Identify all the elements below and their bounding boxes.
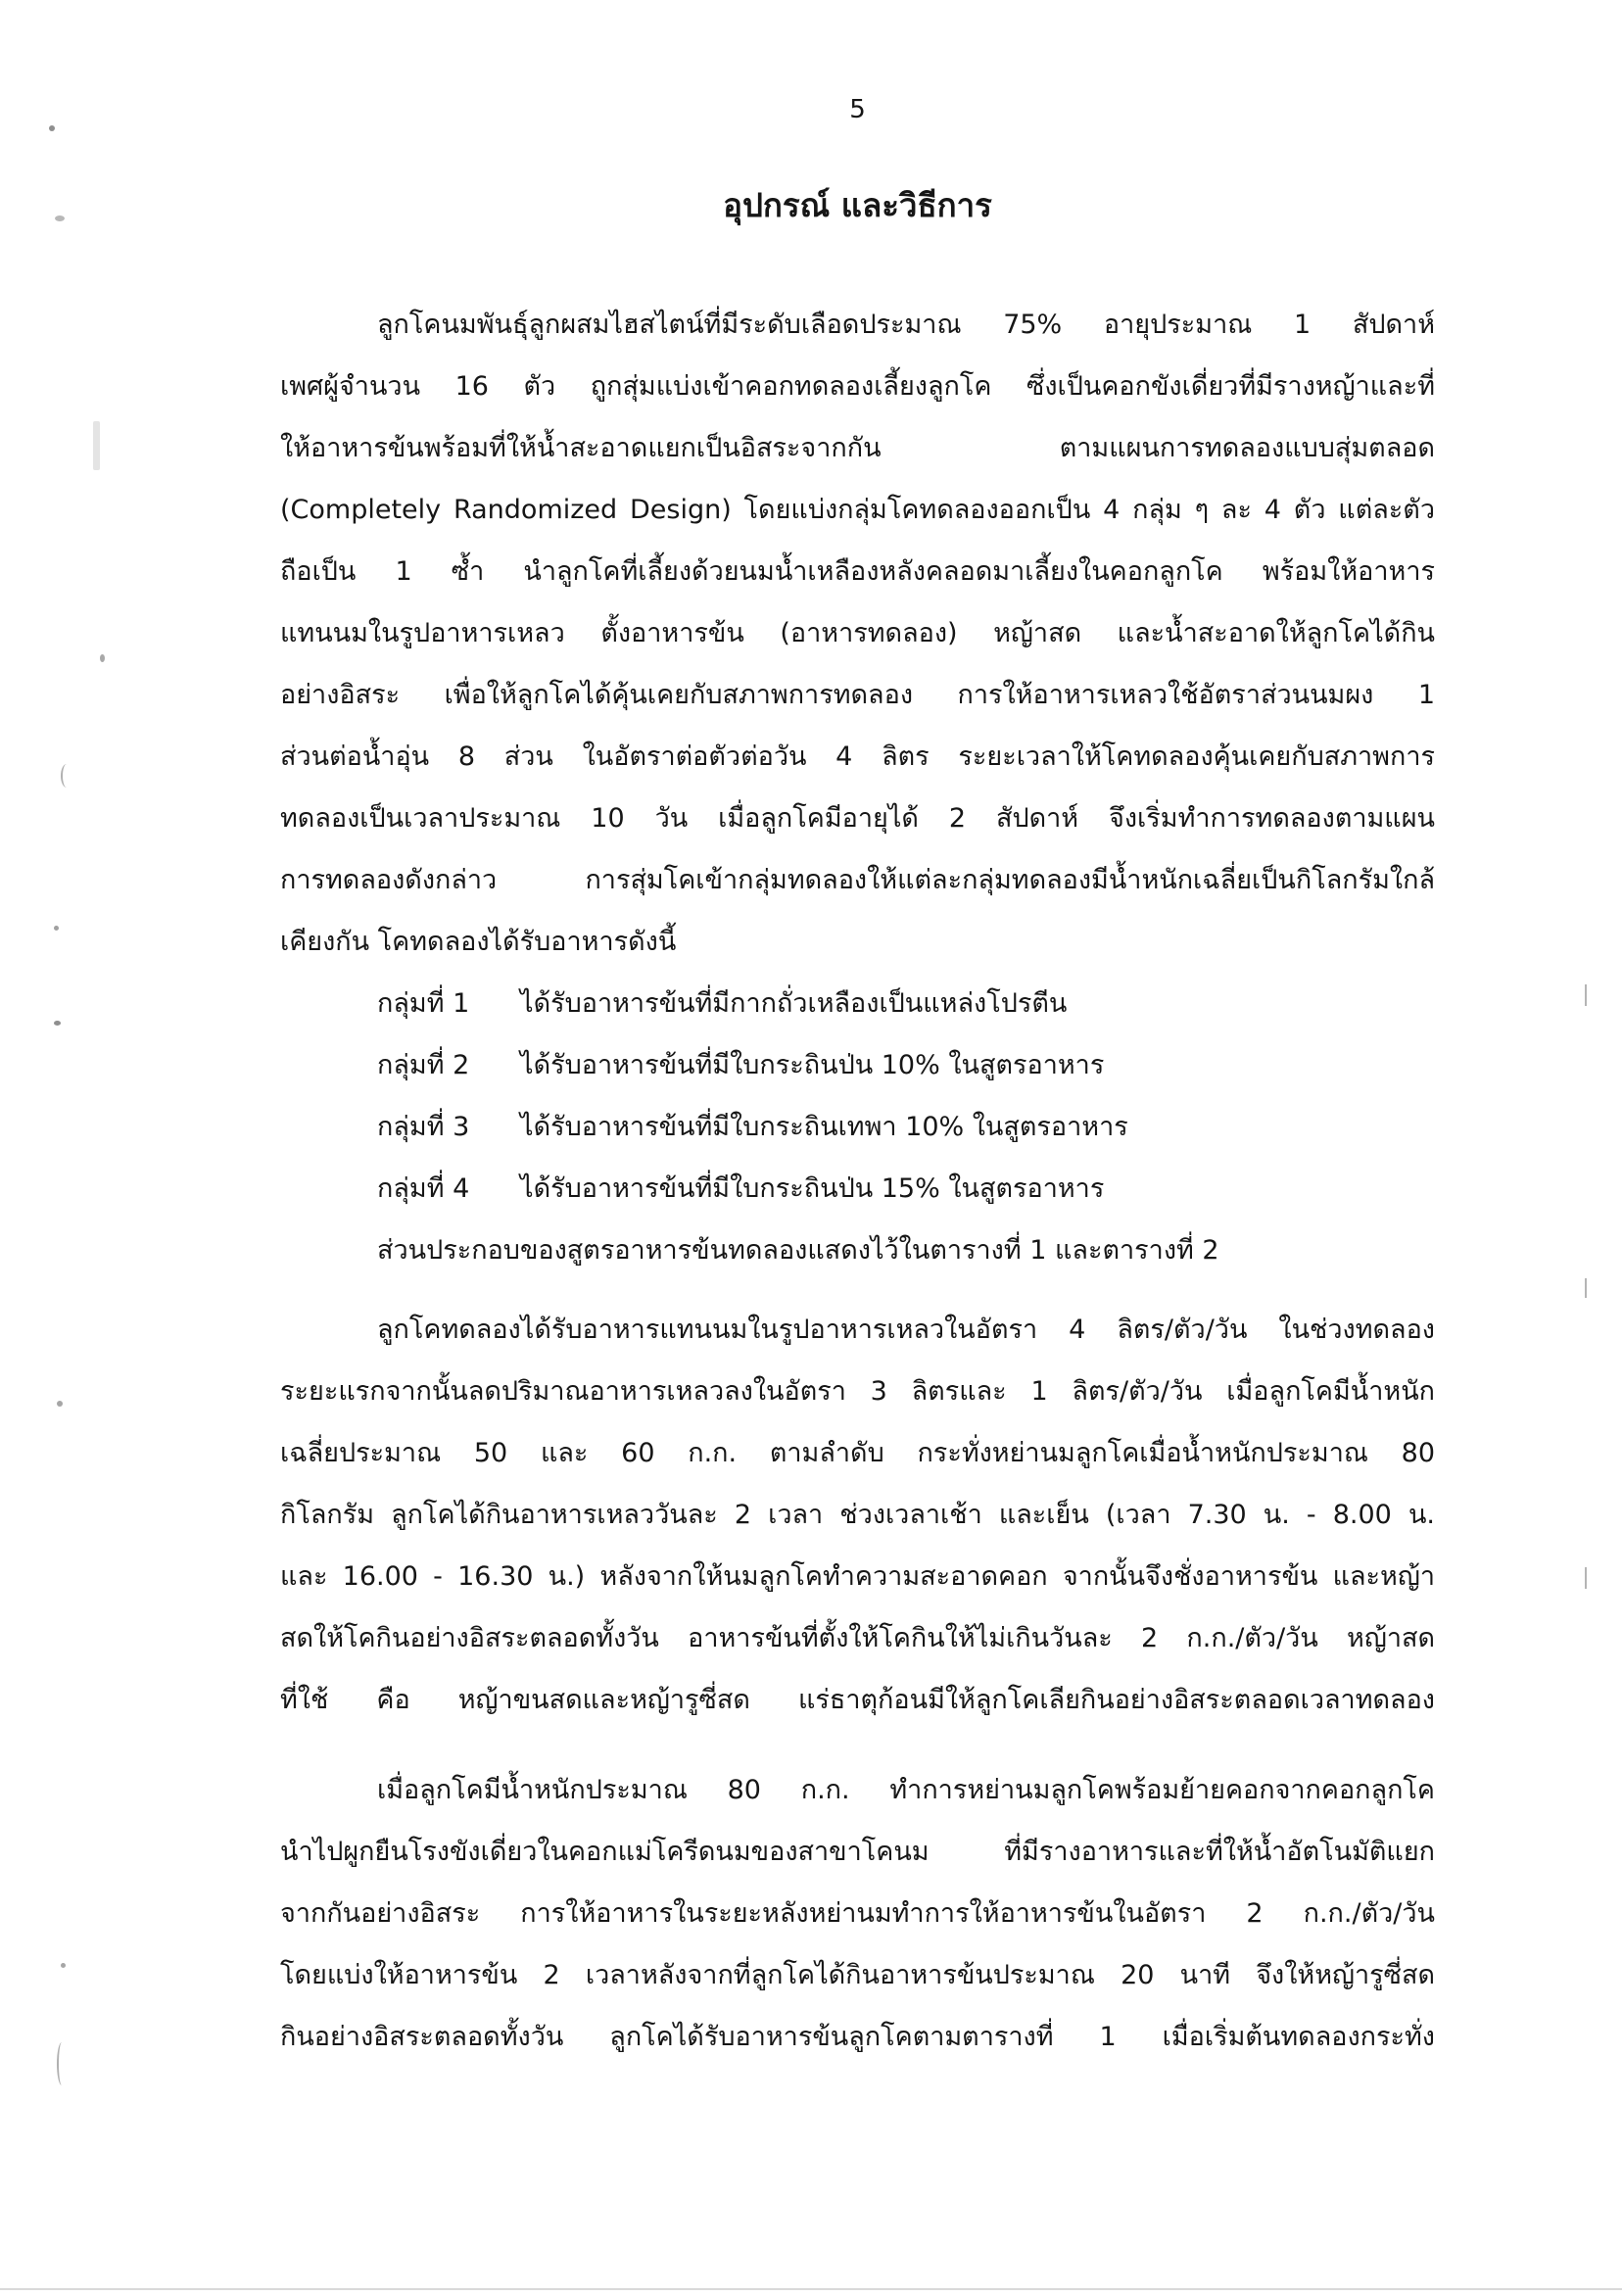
scan-mark [57,1401,63,1407]
paragraph-3 [280,1759,1435,2068]
group-description: ได้รับอาหารข้นที่มีใบกระถินป่น 15% ในสูตรอาหาร [520,1173,1105,1204]
group-description: ได้รับอาหารข้นที่มีกากถั่วเหลืองเป็นแหล่งโปรตีน [520,988,1068,1019]
scan-mark [100,654,105,662]
paragraph-line: ลูกโคทดลองได้รับอาหารแทนนมในรูปอาหารเหลวในอัตรา 4 ลิตร/ตัว/วัน ในช่วงทดลอง [377,1315,1435,1345]
paragraph-line: เฉลี่ยประมาณ 50 และ 60 ก.ก. ตามลำดับ กระทั่งหย่านมลูกโคเมื่อน้ำหนักประมาณ 80 [280,1438,1435,1468]
paragraph-line: ทดลองเป็นเวลาประมาณ 10 วัน เมื่อลูกโคมีอายุได้ 2 สัปดาห์ จึงเริ่มทำการทดลองตามแผน [280,803,1435,834]
scan-mark [54,1021,61,1026]
section-title: อุปกรณ์ และวิธีการ [723,186,992,224]
paragraph-line: นำไปผูกยืนโรงขังเดี่ยวในคอกแม่โครีดนมของสาขาโคนม ที่มีรางอาหารและที่ให้น้ำอัตโนมัติแยก [280,1837,1435,1867]
scan-mark [1585,1567,1587,1589]
scan-mark [93,421,100,470]
paragraph-2 [280,1299,1435,1731]
group-label: กลุ่มที่ 4 [377,1173,470,1204]
paragraph-line: กิโลกรัม ลูกโคได้กินอาหารเหลววันละ 2 เวลา ช่วงเวลาเช้า และเย็น (เวลา 7.30 น. - 8.00 น. [280,1500,1435,1530]
paragraph-line: (Completely Randomized Design) โดยแบ่งกลุ่มโคทดลองออกเป็น 4 กลุ่ม ๆ ละ 4 ตัว แต่ละตัว [280,495,1435,525]
paragraph-line: โดยแบ่งให้อาหารข้น 2 เวลาหลังจากที่ลูกโคได้กินอาหารข้นประมาณ 20 นาที จึงให้หญ้ารูซี่สด [280,1960,1435,1990]
paragraph-line: เพศผู้จำนวน 16 ตัว ถูกสุ่มแบ่งเข้าคอกทดลองเลี้ยงลูกโค ซึ่งเป็นคอกขังเดี่ยวที่มีรางหญ้าและที่ [280,371,1435,402]
paragraph-line: ส่วนต่อน้ำอุ่น 8 ส่วน ในอัตราต่อตัวต่อวัน 4 ลิตร ระยะเวลาให้โคทดลองคุ้นเคยกับสภาพการ [280,741,1435,772]
scan-mark [55,215,65,221]
paragraph-line: การทดลองดังกล่าว การสุ่มโคเข้ากลุ่มทดลองให้แต่ละกลุ่มทดลองมีน้ำหนักเฉลี่ยเป็นกิโลกรัมใกล้ [280,865,1435,895]
paragraph-line: อย่างอิสระ เพื่อให้ลูกโคได้คุ้นเคยกับสภาพการทดลอง การให้อาหารเหลวใช้อัตราส่วนนมผง 1 [280,680,1435,710]
scan-mark [57,2042,67,2085]
paragraph-line: ให้อาหารข้นพร้อมที่ให้น้ำสะอาดแยกเป็นอิสระจากกัน ตามแผนการทดลองแบบสุ่มตลอด [280,433,1435,463]
page-number: 5 [849,95,866,124]
paragraph-line: เคียงกัน โคทดลองได้รับอาหารดังนี้ [280,927,677,957]
group-description: ได้รับอาหารข้นที่มีใบกระถินเทพา 10% ในสูตรอาหาร [520,1112,1128,1142]
page-edge [0,2288,1622,2290]
paragraph-line: ระยะแรกจากนั้นลดปริมาณอาหารเหลวลงในอัตรา 3 ลิตรและ 1 ลิตร/ตัว/วัน เมื่อลูกโคมีน้ำหนัก [280,1376,1435,1407]
scan-mark [49,125,55,131]
paragraph-line: จากกันอย่างอิสระ การให้อาหารในระยะหลังหย่านมทำการให้อาหารข้นในอัตรา 2 ก.ก./ตัว/วัน [280,1898,1435,1929]
document-body [280,294,1435,2068]
paragraph-line: กินอย่างอิสระตลอดทั้งวัน ลูกโคได้รับอาหารข้นลูกโคตามตารางที่ 1 เมื่อเริ่มต้นทดลองกระทั่ง [280,2022,1435,2052]
paragraph-1 [280,294,1435,1281]
paragraph-line: ที่ใช้ คือ หญ้าขนสดและหญ้ารูซี่สด แร่ธาตุก้อนมีให้ลูกโคเลียกินอย่างอิสระตลอดเวลาทดลอง [280,1685,1435,1715]
table-reference: ส่วนประกอบของสูตรอาหารข้นทดลองแสดงไว้ในตารางที่ 1 และตารางที่ 2 [377,1235,1219,1266]
group-label: กลุ่มที่ 1 [377,988,470,1019]
paragraph-line: ลูกโคนมพันธุ์ลูกผสมไฮสไตน์ที่มีระดับเลือดประมาณ 75% อายุประมาณ 1 สัปดาห์ [377,310,1435,340]
treatment-group-item [280,1034,1435,1096]
paragraph-line: ถือเป็น 1 ซ้ำ นำลูกโคที่เลี้ยงด้วยนมน้ำเหลืองหลังคลอดมาเลี้ยงในคอกลูกโค พร้อมให้อาหาร [280,556,1435,587]
scan-mark [61,1963,66,1968]
scan-mark [61,764,72,788]
group-description: ได้รับอาหารข้นที่มีใบกระถินป่น 10% ในสูตรอาหาร [520,1050,1105,1080]
scan-mark [1585,1278,1587,1298]
scan-mark [54,926,59,931]
paragraph-line: แทนนมในรูปอาหารเหลว ตั้งอาหารข้น (อาหารทดลอง) หญ้าสด และน้ำสะอาดให้ลูกโคได้กิน [280,618,1435,648]
treatment-group-item [280,1158,1435,1220]
paragraph-line: และ 16.00 - 16.30 น.) หลังจากให้นมลูกโคทำความสะอาดคอก จากนั้นจึงชั่งอาหารข้น และหญ้า [280,1561,1435,1592]
paragraph-line: สดให้โคกินอย่างอิสระตลอดทั้งวัน อาหารข้นที่ตั้งให้โคกินให้ไม่เกินวันละ 2 ก.ก./ตัว/วัน หญ้าสด [280,1623,1435,1653]
treatment-group-item [280,973,1435,1034]
scan-mark [1585,984,1587,1006]
paragraph-line: เมื่อลูกโคมีน้ำหนักประมาณ 80 ก.ก. ทำการหย่านมลูกโคพร้อมย้ายคอกจากคอกลูกโค [377,1775,1435,1805]
group-label: กลุ่มที่ 2 [377,1050,470,1080]
group-label: กลุ่มที่ 3 [377,1112,470,1142]
treatment-group-item [280,1096,1435,1158]
